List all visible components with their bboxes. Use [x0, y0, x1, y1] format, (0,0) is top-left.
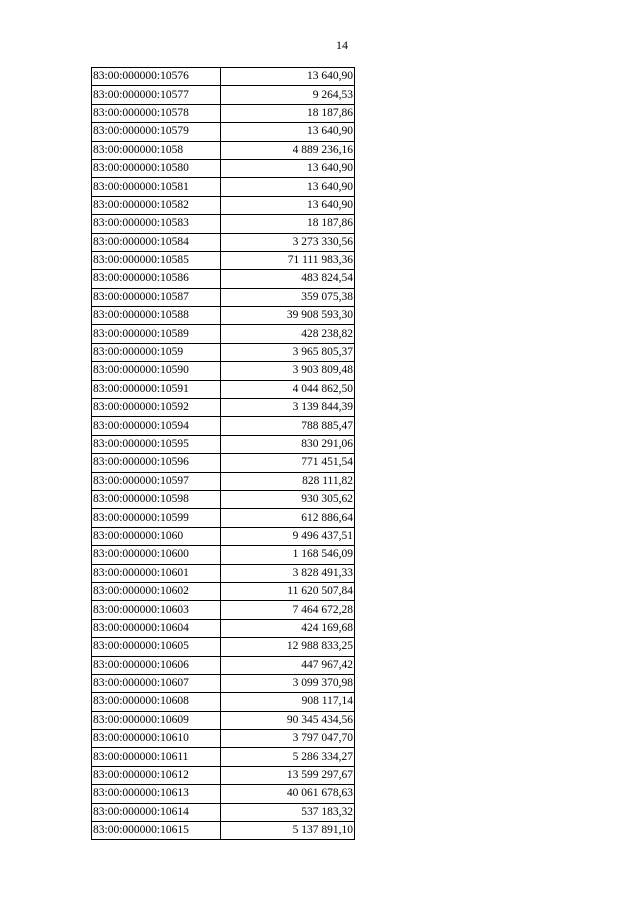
cadastral-number-cell: 83:00:000000:10582 [92, 196, 221, 214]
table-row [92, 766, 355, 784]
cadastral-number-cell: 83:00:000000:10594 [92, 417, 221, 435]
cadastral-number-cell: 83:00:000000:10578 [92, 104, 221, 122]
cadastral-value-cell: 11 620 507,84 [221, 582, 355, 600]
cadastral-number-cell: 83:00:000000:10583 [92, 215, 221, 233]
cadastral-value-cell: 612 886,64 [221, 509, 355, 527]
table-row [92, 785, 355, 803]
cadastral-value-cell: 3 965 805,37 [221, 343, 355, 361]
cadastral-number-cell: 83:00:000000:1059 [92, 343, 221, 361]
table-row [92, 343, 355, 361]
cadastral-number-cell: 83:00:000000:10611 [92, 748, 221, 766]
table-row [92, 472, 355, 490]
table-row [92, 822, 355, 840]
table-row [92, 417, 355, 435]
cadastral-value-cell: 13 640,90 [221, 123, 355, 141]
cadastral-value-cell: 930 305,62 [221, 490, 355, 508]
cadastral-value-cell: 537 183,32 [221, 803, 355, 821]
cadastral-value-cell: 788 885,47 [221, 417, 355, 435]
cadastral-number-cell: 83:00:000000:10577 [92, 86, 221, 104]
cadastral-number-cell: 83:00:000000:10615 [92, 822, 221, 840]
cadastral-value-cell: 830 291,06 [221, 435, 355, 453]
table-row [92, 803, 355, 821]
cadastral-value-cell: 71 111 983,36 [221, 251, 355, 269]
table-row [92, 638, 355, 656]
cadastral-number-cell: 83:00:000000:10599 [92, 509, 221, 527]
cadastral-number-cell: 83:00:000000:10595 [92, 435, 221, 453]
cadastral-number-cell: 83:00:000000:1060 [92, 527, 221, 545]
cadastral-value-cell: 3 828 491,33 [221, 564, 355, 582]
cadastral-number-cell: 83:00:000000:10598 [92, 490, 221, 508]
cadastral-number-cell: 83:00:000000:10610 [92, 730, 221, 748]
cadastral-number-cell: 83:00:000000:10614 [92, 803, 221, 821]
table-row [92, 546, 355, 564]
table-row [92, 399, 355, 417]
cadastral-number-cell: 83:00:000000:10586 [92, 270, 221, 288]
cadastral-value-cell: 18 187,86 [221, 104, 355, 122]
cadastral-value-cell: 9 496 437,51 [221, 527, 355, 545]
page-number: 14 [336, 38, 348, 52]
cadastral-number-cell: 83:00:000000:10612 [92, 766, 221, 784]
cadastral-number-cell: 83:00:000000:10591 [92, 380, 221, 398]
cadastral-value-cell: 90 345 434,56 [221, 711, 355, 729]
table-row [92, 178, 355, 196]
cadastral-number-cell: 83:00:000000:10602 [92, 582, 221, 600]
cadastral-number-cell: 83:00:000000:10604 [92, 619, 221, 637]
table-row [92, 123, 355, 141]
cadastral-value-cell: 13 640,90 [221, 178, 355, 196]
cadastral-number-cell: 83:00:000000:10596 [92, 454, 221, 472]
table-row [92, 141, 355, 159]
table-row [92, 693, 355, 711]
cadastral-value-cell: 40 061 678,63 [221, 785, 355, 803]
cadastral-number-cell: 83:00:000000:10592 [92, 399, 221, 417]
cadastral-number-cell: 83:00:000000:10608 [92, 693, 221, 711]
cadastral-value-cell: 483 824,54 [221, 270, 355, 288]
table-row [92, 325, 355, 343]
cadastral-value-cell: 5 286 334,27 [221, 748, 355, 766]
cadastral-value-cell: 13 599 297,67 [221, 766, 355, 784]
cadastral-value-cell: 424 169,68 [221, 619, 355, 637]
cadastral-number-cell: 83:00:000000:10603 [92, 601, 221, 619]
cadastral-number-cell: 83:00:000000:10585 [92, 251, 221, 269]
cadastral-value-cell: 428 238,82 [221, 325, 355, 343]
cadastral-number-cell: 83:00:000000:10601 [92, 564, 221, 582]
cadastral-number-cell: 83:00:000000:10579 [92, 123, 221, 141]
table-row [92, 104, 355, 122]
table-row [92, 674, 355, 692]
table-row [92, 748, 355, 766]
table-row [92, 435, 355, 453]
cadastral-value-cell: 7 464 672,28 [221, 601, 355, 619]
cadastral-value-cell: 9 264,53 [221, 86, 355, 104]
cadastral-value-cell: 908 117,14 [221, 693, 355, 711]
table-row [92, 380, 355, 398]
table-row [92, 215, 355, 233]
table-row [92, 564, 355, 582]
table-row [92, 656, 355, 674]
table-row [92, 582, 355, 600]
cadastral-number-cell: 83:00:000000:10590 [92, 362, 221, 380]
cadastral-number-cell: 83:00:000000:10580 [92, 159, 221, 177]
table-row [92, 362, 355, 380]
cadastral-number-cell: 83:00:000000:10589 [92, 325, 221, 343]
table-row [92, 527, 355, 545]
cadastral-value-cell: 3 099 370,98 [221, 674, 355, 692]
cadastral-value-table [91, 67, 355, 840]
table-row [92, 490, 355, 508]
cadastral-number-cell: 83:00:000000:10588 [92, 307, 221, 325]
cadastral-value-cell: 13 640,90 [221, 68, 355, 86]
table-row [92, 233, 355, 251]
table-row [92, 251, 355, 269]
table-row [92, 454, 355, 472]
cadastral-value-cell: 1 168 546,09 [221, 546, 355, 564]
table-row [92, 68, 355, 86]
cadastral-value-cell: 13 640,90 [221, 159, 355, 177]
cadastral-number-cell: 83:00:000000:10613 [92, 785, 221, 803]
table-row [92, 509, 355, 527]
cadastral-value-cell: 13 640,90 [221, 196, 355, 214]
table-row [92, 196, 355, 214]
table-row [92, 159, 355, 177]
cadastral-number-cell: 83:00:000000:10597 [92, 472, 221, 490]
cadastral-number-cell: 83:00:000000:10606 [92, 656, 221, 674]
cadastral-value-cell: 39 908 593,30 [221, 307, 355, 325]
table-row [92, 307, 355, 325]
table-body [92, 68, 355, 840]
cadastral-value-cell: 18 187,86 [221, 215, 355, 233]
cadastral-value-cell: 4 044 862,50 [221, 380, 355, 398]
cadastral-value-cell: 771 451,54 [221, 454, 355, 472]
table-row [92, 730, 355, 748]
table-row [92, 711, 355, 729]
cadastral-value-cell: 359 075,38 [221, 288, 355, 306]
table-row [92, 601, 355, 619]
cadastral-value-cell: 4 889 236,16 [221, 141, 355, 159]
cadastral-number-cell: 83:00:000000:10587 [92, 288, 221, 306]
cadastral-number-cell: 83:00:000000:10607 [92, 674, 221, 692]
cadastral-value-cell: 447 967,42 [221, 656, 355, 674]
table-row [92, 270, 355, 288]
cadastral-number-cell: 83:00:000000:10576 [92, 68, 221, 86]
cadastral-number-cell: 83:00:000000:10605 [92, 638, 221, 656]
table-row [92, 619, 355, 637]
cadastral-value-cell: 3 273 330,56 [221, 233, 355, 251]
table-row [92, 86, 355, 104]
cadastral-value-cell: 828 111,82 [221, 472, 355, 490]
table-row [92, 288, 355, 306]
cadastral-value-cell: 12 988 833,25 [221, 638, 355, 656]
cadastral-number-cell: 83:00:000000:10581 [92, 178, 221, 196]
cadastral-value-cell: 3 139 844,39 [221, 399, 355, 417]
cadastral-number-cell: 83:00:000000:10584 [92, 233, 221, 251]
cadastral-number-cell: 83:00:000000:1058 [92, 141, 221, 159]
cadastral-value-cell: 5 137 891,10 [221, 822, 355, 840]
cadastral-value-cell: 3 903 809,48 [221, 362, 355, 380]
cadastral-value-cell: 3 797 047,70 [221, 730, 355, 748]
cadastral-number-cell: 83:00:000000:10600 [92, 546, 221, 564]
cadastral-number-cell: 83:00:000000:10609 [92, 711, 221, 729]
